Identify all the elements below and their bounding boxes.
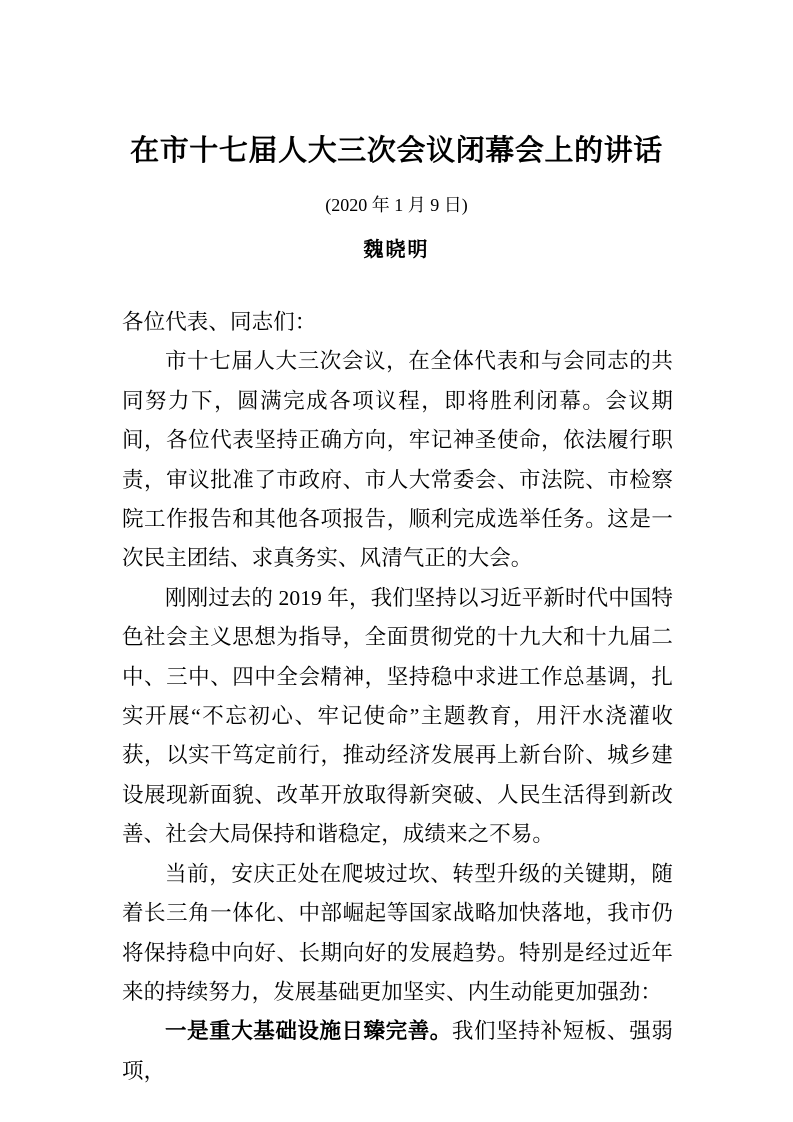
body-paragraph: 刚刚过去的 2019 年，我们坚持以习近平新时代中国特色社会主义思想为指导，全面贯彻党的十九大和十九届二中、三中、四中全会精神，坚持稳中求进工作总基调，扎实开展“不忘初心、牢记使命”主题教育，用汗水浇灌收获，以实干笃定前行，推动经济发展再上新台阶、城乡建设展现新面貌、改革开放取得新突破、人民生活得到新改善、社会大局保持和谐稳定，成绩来之不易。	[122, 585, 673, 847]
paragraph-rest-text: 我们坚持补短板、强弱项，	[122, 1019, 673, 1083]
document-body	[122, 303, 673, 1091]
body-paragraph	[122, 1012, 673, 1091]
document-author: 魏晓明	[363, 239, 430, 261]
paragraph-bold-lead: 一是重大基础设施日臻完善。	[165, 1019, 452, 1044]
body-paragraph: 当前，安庆正处在爬坡过坎、转型升级的关键期，随着长三角一体化、中部崛起等国家战略加快落地，我市仍将保持稳中向好、长期向好的发展趋势。特别是经过近年来的持续努力，发展基础更加坚实、内生动能更加强劲：	[122, 861, 673, 1004]
document-date: (2020 年 1 月 9 日)	[325, 195, 468, 215]
salutation-line: 各位代表、同志们：	[122, 310, 317, 334]
page-title: 在市十七届人大三次会议闭幕会上的讲话	[130, 135, 663, 167]
body-paragraph: 市十七届人大三次会议，在全体代表和与会同志的共同努力下，圆满完成各项议程，即将胜利闭幕。会议期间，各位代表坚持正确方向，牢记神圣使命，依法履行职责，审议批准了市政府、市人大常委会、市法院、市检察院工作报告和其他各项报告，顺利完成选举任务。这是一次民主团结、求真务实、风清气正的大会。	[122, 349, 673, 571]
